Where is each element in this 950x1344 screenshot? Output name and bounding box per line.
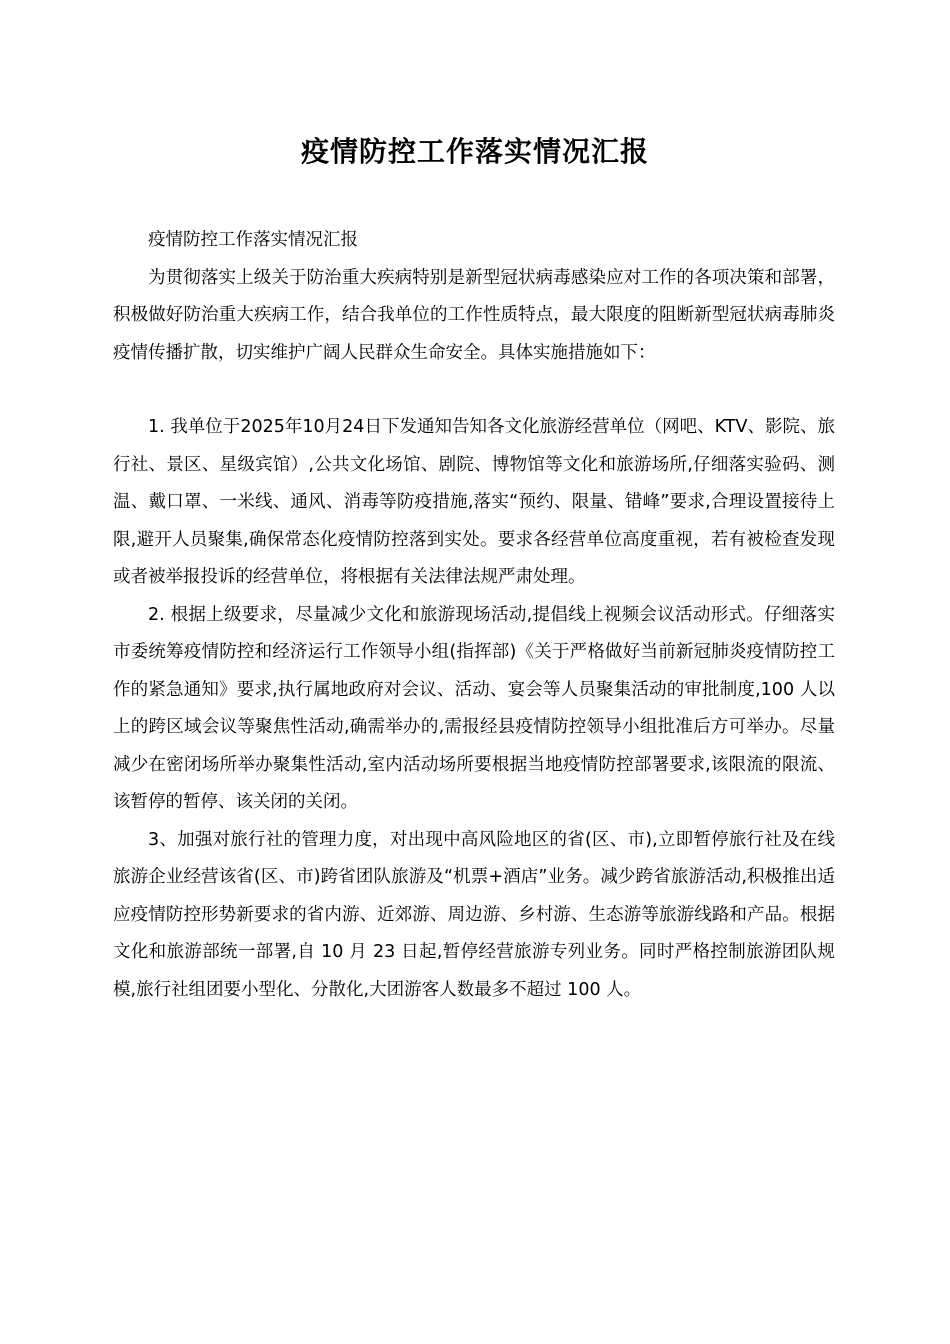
measure-paragraph-1: 1. 我单位于2025年10月24日下发通知告知各文化旅游经营单位（网吧、KTV、影院、旅行社、景区、星级宾馆）,公共文化场馆、剧院、博物馆等文化和旅游场所,仔细落实验码、测温、戴口罩、一米线、通风、消毒等防疫措施,落实“预约、限量、错峰”要求,合理设置接待上限,避开人员聚集,确保常态化疫情防控落到实处。要求各经营单位高度重视，若有被检查发现或者被举报投诉的经营单位，将根据有关法律法规严肃处理。 — [113, 417, 835, 587]
subtitle-paragraph: 疫情防控工作落实情况汇报 — [148, 230, 358, 250]
document-body — [113, 222, 835, 1009]
measure-paragraph-3: 3、加强对旅行社的管理力度，对出现中高风险地区的省(区、市),立即暂停旅行社及在线旅游企业经营该省(区、市)跨省团队旅游及“机票+酒店”业务。减少跨省旅游活动,积极推出适应疫情防控形势新要求的省内游、近郊游、周边游、乡村游、生态游等旅游线路和产品。根据文化和旅游部统一部署,自 10 月 23 日起,暂停经营旅游专列业务。同时严格控制旅游团队规模,旅行社组团要小型化、分散化,大团游客人数最多不超过 100 人。 — [113, 829, 835, 1000]
paragraph-gap — [113, 372, 835, 409]
document-title: 疫情防控工作落实情况汇报 — [300, 135, 649, 168]
measure-paragraph-2: 2. 根据上级要求，尽量减少文化和旅游现场活动,提倡线上视频会议活动形式。仔细落实市委统筹疫情防控和经济运行工作领导小组(指挥部)《关于严格做好当前新冠肺炎疫情防控工作的紧急通知》要求,执行属地政府对会议、活动、宴会等人员聚集活动的审批制度,100 人以上的跨区域会议等聚焦性活动,确需举办的,需报经县疫情防控领导小组批准后方可举办。尽量减少在密闭场所举办聚集性活动,室内活动场所要根据当地疫情防控部署要求,该限流的限流、该暂停的暂停、该关闭的关闭。 — [113, 604, 835, 812]
intro-paragraph: 为贯彻落实上级关于防治重大疾病特别是新型冠状病毒感染应对工作的各项决策和部署，积极做好防治重大疾病工作，结合我单位的工作性质特点，最大限度的阻断新型冠状病毒肺炎疫情传播扩散，切实维护广阔人民群众生命安全。具体实施措施如下： — [113, 267, 835, 363]
